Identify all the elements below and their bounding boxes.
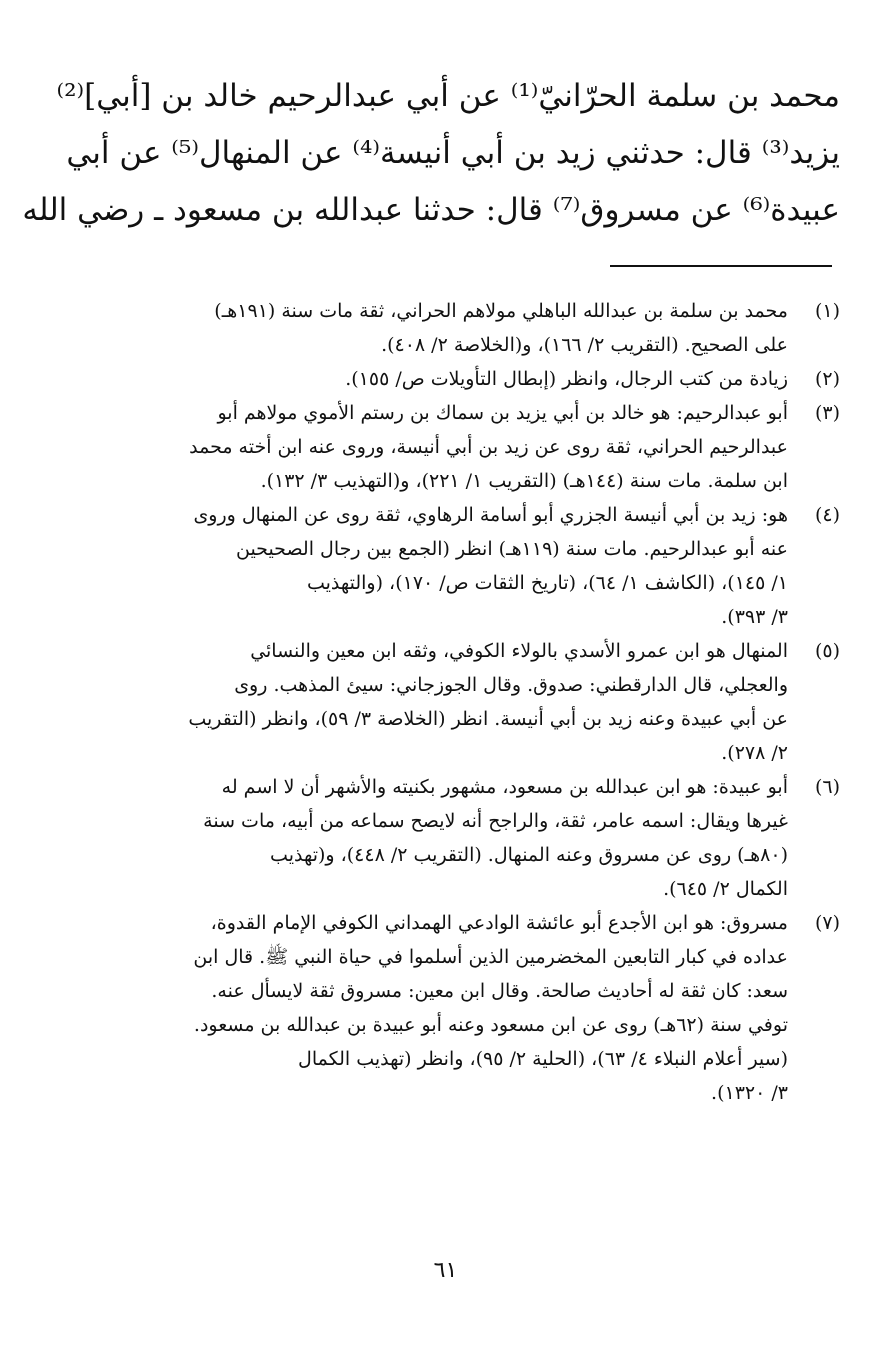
footnote-body [160,294,788,362]
main-text-line: عبيدة⁽⁶⁾ عن مسروق⁽⁷⁾ قال: حدثنا عبدالله بن مسعود ـ رضي الله [22,192,840,228]
footnote-body [160,770,788,906]
footnote-number: (٤) [814,504,840,526]
footnote-3 [160,396,840,498]
main-text-block [22,68,840,239]
footnote-number: (١) [814,300,840,322]
footnote-6 [160,770,840,906]
footnote-line: أبو عبيدة: هو ابن عبدالله بن مسعود، مشهور بكنيته والأشهر أن لا اسم له [221,776,788,798]
footnote-line: أبو عبدالرحيم: هو خالد بن أبي يزيد بن سماك بن رستم الأموي مولاهم أبو [217,402,788,424]
footnote-line: ٣/ ١٣٢٠). [711,1082,788,1104]
footnote-line: غيرها ويقال: اسمه عامر، ثقة، والراجح أنه لايصح سماعه من أبيه، مات سنة [203,810,788,832]
footnote-separator [610,265,832,267]
footnote-2 [160,362,840,396]
footnote-line: توفي سنة (٦٢هـ) روى عن ابن مسعود وعنه أبو عبيدة بن عبدالله بن مسعود. [193,1014,788,1036]
footnote-number: (٣) [814,402,840,424]
footnotes-block [160,294,840,1110]
footnote-line: (سير أعلام النبلاء ٤/ ٦٣)، (الحلية ٢/ ٩٥)، وانظر (تهذيب الكمال [298,1048,788,1070]
footnote-number: (٥) [814,640,840,662]
main-text-line: يزيد⁽³⁾ قال: حدثني زيد بن أبي أنيسة⁽⁴⁾ عن المنهال⁽⁵⁾ عن أبي [66,135,840,171]
footnote-line: محمد بن سلمة بن عبدالله الباهلي مولاهم الحراني، ثقة مات سنة (١٩١هـ) [214,300,788,322]
footnote-line: ٣/ ٣٩٣). [721,606,788,628]
footnote-line: عداده في كبار التابعين المخضرمين الذين أسلموا في حياة النبي ﷺ. قال ابن [193,946,788,968]
footnote-line: هو: زيد بن أبي أنيسة الجزري أبو أسامة الرهاوي، ثقة روى عن المنهال وروى [193,504,788,526]
footnote-body [160,362,788,396]
footnote-line: على الصحيح. (التقريب ٢/ ١٦٦)، و(الخلاصة ٢/ ٤٠٨). [381,334,788,356]
footnote-line: عنه أبو عبدالرحيم. مات سنة (١١٩هـ) انظر (الجمع بين رجال الصحيحين [235,538,788,560]
footnote-7 [160,906,840,1110]
footnote-1 [160,294,840,362]
footnote-line: ٢/ ٢٧٨). [721,742,788,764]
footnote-body [160,498,788,634]
footnote-number: (٢) [814,368,840,390]
footnote-body [160,906,788,1110]
footnote-line: زيادة من كتب الرجال، وانظر (إبطال التأويلات ص/ ١٥٥). [345,368,788,390]
footnote-number: (٧) [814,912,840,934]
footnote-4 [160,498,840,634]
footnote-line: ١/ ١٤٥)، (الكاشف ١/ ٦٤)، (تاريخ الثقات ص/ ١٧٠)، (والتهذيب [306,572,788,594]
footnote-number: (٦) [814,776,840,798]
footnote-body [160,396,788,498]
page-number: ٦١ [433,1258,458,1283]
footnote-line: ابن سلمة. مات سنة (١٤٤هـ) (التقريب ١/ ٢٢١)، و(التهذيب ٣/ ١٣٢). [260,470,788,492]
footnote-body [160,634,788,770]
footnote-line: سعد: كان ثقة له أحاديث صالحة. وقال ابن معين: مسروق ثقة لايسأل عنه. [211,980,788,1002]
footnote-5 [160,634,840,770]
footnote-line: والعجلي، قال الدارقطني: صدوق. وقال الجوزجاني: سيئ المذهب. روى [234,674,788,696]
footnote-line: (٨٠هـ) روى عن مسروق وعنه المنهال. (التقريب ٢/ ٤٤٨)، و(تهذيب [270,844,788,866]
main-text-line: محمد بن سلمة الحرّانيّ⁽¹⁾ عن أبي عبدالرحيم خالد بن [أبي]⁽²⁾ [56,78,840,114]
footnote-line: الكمال ٢/ ٦٤٥). [663,878,788,900]
footnote-line: مسروق: هو ابن الأجدع أبو عائشة الوادعي الهمداني الكوفي الإمام القدوة، [210,912,788,934]
footnote-line: عبدالرحيم الحراني، ثقة روى عن زيد بن أبي أنيسة، وروى عنه ابن أخته محمد [189,436,788,458]
footnote-line: عن أبي عبيدة وعنه زيد بن أبي أنيسة. انظر (الخلاصة ٣/ ٥٩)، وانظر (التقريب [188,708,788,730]
footnote-line: المنهال هو ابن عمرو الأسدي بالولاء الكوفي، وثقه ابن معين والنسائي [250,640,788,662]
